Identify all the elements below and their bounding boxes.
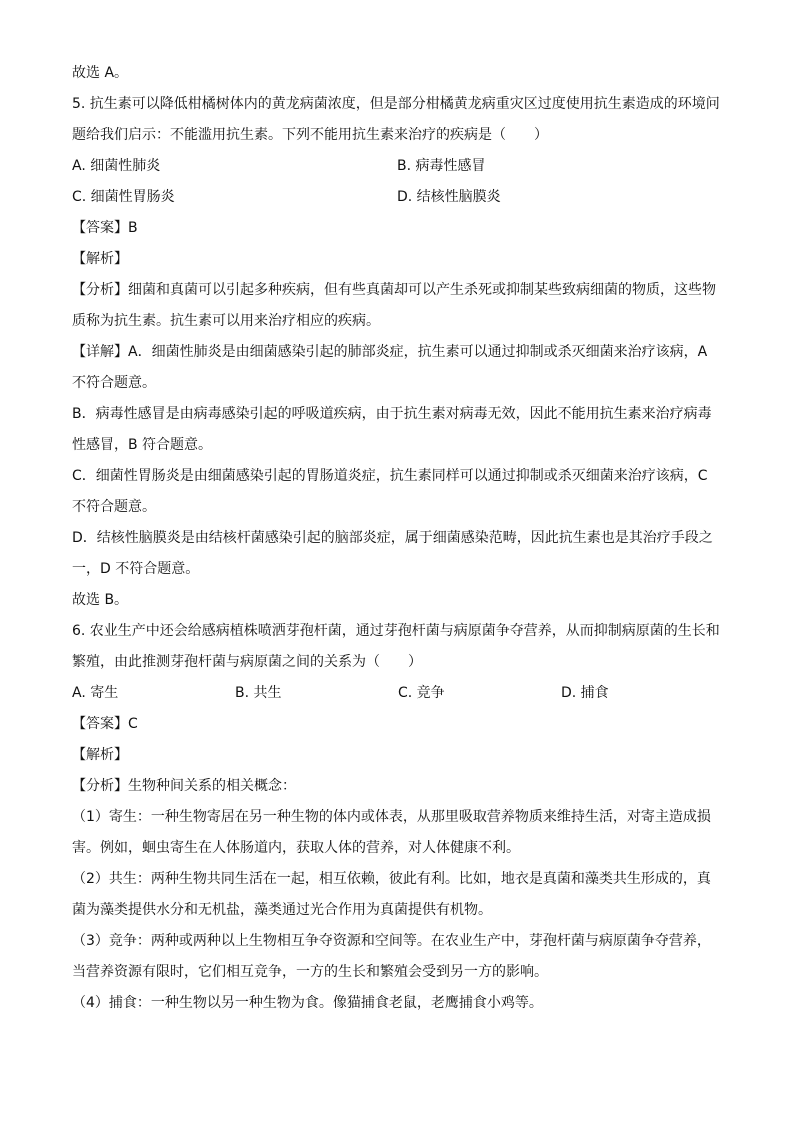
question-6-point-2: （2）共生：两种生物共同生活在一起，相互依赖，彼此有利。比如，地衣是真菌和藻类共生形成的，真 [72,871,711,887]
question-5-detail-d-continued: 一，D 不符合题意。 [72,561,200,577]
question-5-answer: 【答案】B [72,220,138,236]
question-5-stem: 5. 抗生素可以降低柑橘树体内的黄龙病菌浓度，但是部分柑橘黄龙病重灾区过度使用抗生素造成的环境问 [72,96,720,112]
question-5-options-row-2 [72,182,724,213]
question-5-fenxi-continued: 质称为抗生素。抗生素可以用来治疗相应的疾病。 [72,313,380,329]
question-5-option-d: D. 结核性脑膜炎 [397,189,501,205]
question-5-detail-a: 【详解】A．细菌性肺炎是由细菌感染引起的肺部炎症，抗生素可以通过抑制或杀灭细菌来治疗该病，A [72,344,708,360]
question-6-point-1: （1）寄生：一种生物寄居在另一种生物的体内或体表，从那里吸取营养物质来维持生活，对寄主造成损 [72,809,711,825]
question-5-detail-d: D．结核性脑膜炎是由结核杆菌感染引起的脑部炎症，属于细菌感染范畴，因此抗生素也是其治疗手段之 [72,530,713,546]
question-6-point-3-continued: 当营养资源有限时，它们相互竞争，一方的生长和繁殖会受到另一方的影响。 [72,964,548,980]
document-page [72,58,724,1019]
question-6-point-4: （4）捕食：一种生物以另一种生物为食。像猫捕食老鼠，老鹰捕食小鸡等。 [72,995,543,1011]
question-6-fenxi: 【分析】生物种间关系的相关概念： [72,778,296,794]
question-5-analysis-heading: 【解析】 [72,251,128,267]
question-5-detail-b-continued: 性感冒，B 符合题意。 [72,437,213,453]
question-5-option-c: C. 细菌性胃肠炎 [72,189,175,205]
question-6-point-1-continued: 害。例如，蛔虫寄生在人体肠道内，获取人体的营养，对人体健康不利。 [72,840,520,856]
question-6-option-a: A. 寄生 [72,685,119,701]
question-5-conclusion: 故选 B。 [72,592,129,608]
question-6-option-d: D. 捕食 [561,685,609,701]
question-5-options-row-1 [72,151,724,182]
question-5-detail-c-continued: 不符合题意。 [72,499,156,515]
question-5-option-a: A. 细菌性肺炎 [72,158,161,174]
question-6-point-3: （3）竞争：两种或两种以上生物相互争夺资源和空间等。在农业生产中，芽孢杆菌与病原菌争夺营养， [72,933,711,949]
question-6-stem: 6. 农业生产中还会给感病植株喷洒芽孢杆菌，通过芽孢杆菌与病原菌争夺营养，从而抑制病原菌的生长和 [72,623,720,639]
question-5-fenxi: 【分析】细菌和真菌可以引起多种疾病，但有些真菌却可以产生杀死或抑制某些致病细菌的物质，这些物 [72,282,716,298]
question-6-answer: 【答案】C [72,716,138,732]
question-5-detail-b: B．病毒性感冒是由病毒感染引起的呼吸道疾病，由于抗生素对病毒无效，因此不能用抗生素来治疗病毒 [72,406,712,422]
question-5-detail-a-continued: 不符合题意。 [72,375,156,391]
question-6-option-c: C. 竞争 [398,685,445,701]
question-6-point-2-continued: 菌为藻类提供水分和无机盐，藻类通过光合作用为真菌提供有机物。 [72,902,492,918]
question-6-options-row [72,678,724,709]
conclusion-line: 故选 A。 [72,65,129,81]
question-5-stem-continued: 题给我们启示：不能滥用抗生素。下列不能用抗生素来治疗的疾病是（ ） [72,127,548,143]
question-6-analysis-heading: 【解析】 [72,747,128,763]
question-6-option-b: B. 共生 [235,685,282,701]
question-6-stem-continued: 繁殖，由此推测芽孢杆菌与病原菌之间的关系为（ ） [72,654,422,670]
question-5-option-b: B. 病毒性感冒 [397,158,486,174]
question-5-detail-c: C．细菌性胃肠炎是由细菌感染引起的胃肠道炎症，抗生素同样可以通过抑制或杀灭细菌来治疗该病，C [72,468,708,484]
